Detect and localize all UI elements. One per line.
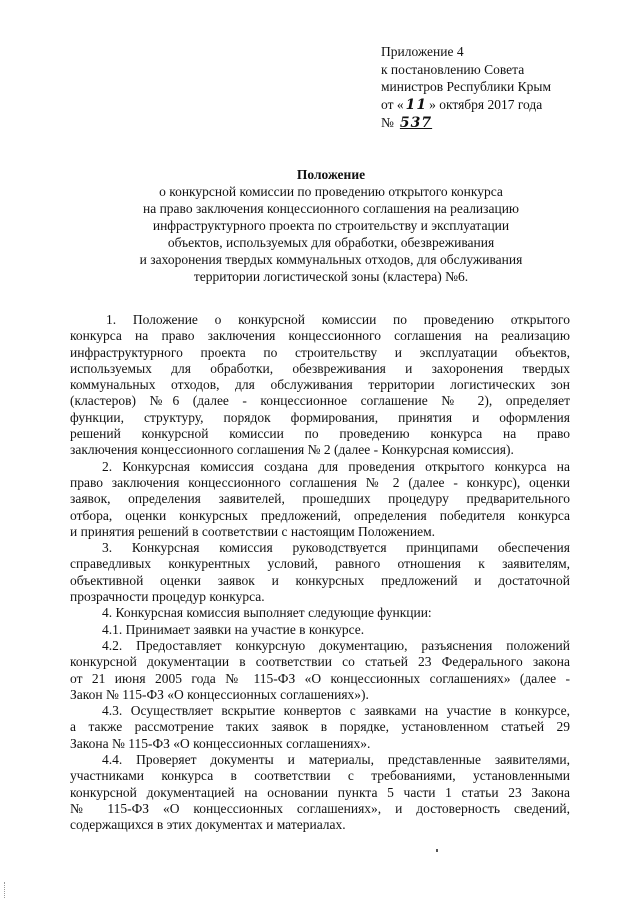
title-line: инфраструктурного проекта по строительству и эксплуатации — [152, 218, 510, 233]
paragraph-line: объективной оценки заявок и конкурсных предложений и достаточной — [70, 572, 570, 588]
paragraph — [70, 703, 570, 752]
paragraph — [70, 459, 570, 540]
appendix-number — [381, 114, 611, 133]
title-line: о конкурсной комиссии по проведению открытого конкурса — [159, 184, 503, 199]
paragraph — [70, 605, 570, 621]
paragraph — [70, 622, 570, 638]
title-line: и захоронения твердых коммунальных отходов, для обслуживания — [139, 252, 523, 267]
handwritten-number: 537 — [399, 115, 433, 131]
paragraph-line: Закон № 115-ФЗ «О концессионных соглашениях»). — [70, 686, 369, 702]
number-prefix: № — [381, 115, 394, 130]
appendix-date — [381, 96, 611, 115]
title-line: объектов, используемых для обработки, обезвреживания — [167, 235, 495, 250]
paragraph-line: отбора, оценки конкурсных предложений, определения победителя конкурса — [70, 507, 570, 523]
paragraph-line: справедливых конкурентных условий, равного отношения к заявителям, — [70, 556, 570, 572]
document-title — [96, 166, 566, 285]
paragraph-line: используемых для обработки, обезвреживания и захоронения твердых — [70, 360, 570, 376]
paragraph-line: заявок, определения заявителей, прошедших процедуру предварительного — [70, 491, 570, 507]
date-suffix: » октября 2017 года — [429, 96, 543, 112]
paragraph — [70, 540, 570, 605]
appendix-header — [381, 43, 611, 133]
paragraph-line: конкурсной документацией на основании пункта 5 части 1 статьи 23 Закона — [70, 784, 570, 800]
paragraph-line: конкурса на право заключения концессионного соглашения на реализацию — [70, 328, 570, 344]
paragraph-line: инфраструктурного проекта по строительству и эксплуатации объектов, — [70, 344, 570, 360]
paragraph-line: конкурсной документации в соответствии со статьей 23 Федерального закона — [70, 654, 570, 670]
paragraph — [70, 638, 570, 703]
paragraph — [70, 312, 570, 459]
date-prefix: от « — [381, 96, 404, 112]
appendix-line: министров Республики Крым — [381, 79, 551, 94]
paragraph-line: № 115-ФЗ «О концессионных соглашениях», и достоверность сведений, — [70, 800, 570, 816]
document-body — [70, 312, 570, 834]
paragraph-line: (кластеров) №6 (далее - концессионное соглашение № 2), определяет — [70, 393, 570, 409]
paragraph-line: заключения концессионного соглашения № 2 (далее - Конкурсная комиссия). — [70, 442, 514, 458]
appendix-line: к постановлению Совета — [381, 61, 525, 77]
title-heading: Положение — [296, 167, 366, 182]
paragraph-line: 4.2. Предоставляет конкурсную документацию, разъяснения положений — [102, 637, 570, 653]
paragraph-line: и принятия решений в соответствии с настоящим Положением. — [70, 523, 436, 539]
paragraph-line: 4.3. Осуществляет вскрытие конвертов с заявками на участие в конкурсе, — [102, 703, 570, 719]
paragraph-line: 4. Конкурсная комиссия выполняет следующие функции: — [102, 605, 432, 621]
title-line: на право заключения концессионного соглашения на реализацию — [142, 201, 520, 216]
paragraph-line: функции, структуру, порядок формирования, принятия и оформления — [70, 409, 570, 425]
paragraph-line: Закона № 115-ФЗ «О концессионных соглашениях». — [70, 735, 371, 751]
paragraph-line: 1. Положение о конкурсной комиссии по проведению открытого — [106, 312, 570, 327]
paragraph-line: прозрачности процедур конкурса. — [70, 589, 265, 605]
appendix-line: Приложение 4 — [381, 44, 464, 59]
title-line: территории логистической зоны (кластера) №6. — [193, 269, 469, 284]
paragraph — [70, 752, 570, 833]
paragraph-line: 4.1. Принимает заявки на участие в конкурсе. — [102, 621, 365, 637]
paragraph-line: 4.4. Проверяет документы и материалы, представленные заявителями, — [102, 752, 570, 768]
paragraph-line: 3. Конкурсная комиссия руководствуется принципами обеспечения — [102, 540, 570, 556]
paragraph-line: от 21 июня 2005 года № 115-ФЗ «О концессионных соглашениях» (далее - — [70, 670, 570, 686]
paragraph-line: содержащихся в этих документах и материалах. — [70, 817, 346, 833]
paragraph-line: коммунальных отходов, для обслуживания территории логистических зон — [70, 377, 570, 393]
paragraph-line: участниками конкурса в соответствии с требованиями, установленными — [70, 768, 570, 784]
paragraph-line: решений конкурсной комиссии по проведению конкурса на право — [70, 426, 570, 442]
paragraph-line: а также рассмотрение таких заявок в порядке, установленном статьей 29 — [70, 719, 570, 735]
paragraph-line: право заключения концессионного соглашения № 2 (далее - конкурс), оценки — [70, 474, 570, 490]
paragraph-line: 2. Конкурсная комиссия создана для проведения открытого конкурса на — [102, 458, 570, 474]
scan-speck — [436, 849, 438, 852]
handwritten-day: 11 — [405, 96, 428, 113]
scan-edge-marks — [4, 882, 7, 898]
